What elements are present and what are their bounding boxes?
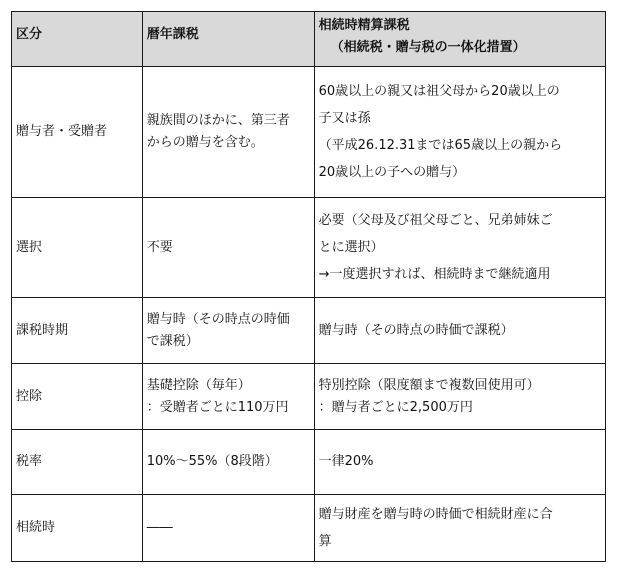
comparison-table <box>11 11 606 562</box>
table-header <box>12 12 606 67</box>
settlement-cell <box>314 364 605 430</box>
settlement-text: とに選択） <box>318 240 384 255</box>
settlement-cell <box>314 430 605 495</box>
table-row <box>12 298 606 364</box>
calendar-cell <box>142 198 314 298</box>
header-settlement-subtitle: （相続税・贈与税の一体化措置） <box>330 40 526 55</box>
header-settlement-title: 相続時精算課税 <box>318 18 410 33</box>
calendar-cell <box>142 364 314 430</box>
calendar-cell <box>142 298 314 364</box>
row-label: 相続時 <box>16 520 56 535</box>
row-label-cell <box>12 67 143 198</box>
settlement-text: 子又は孫 <box>318 111 371 126</box>
row-label: 課税時期 <box>16 322 69 338</box>
row-label-cell <box>12 364 143 430</box>
settlement-text: 贈与財産を贈与時の時価で相続財産に合 <box>318 507 553 522</box>
row-label: 選択 <box>16 239 43 255</box>
settlement-cell <box>314 495 605 562</box>
row-label-cell <box>12 298 143 364</box>
calendar-text: 基礎控除（毎年） <box>146 377 251 393</box>
calendar-text: 贈与時（その時点の時価 <box>146 311 290 327</box>
calendar-text: ―― <box>146 520 173 535</box>
table-row <box>12 198 606 298</box>
row-label-cell <box>12 430 143 495</box>
row-label-cell <box>12 198 143 298</box>
calendar-cell <box>142 495 314 562</box>
table-row <box>12 430 606 495</box>
settlement-text: →一度選択すれば、相続時まで継続適用 <box>318 267 551 282</box>
calendar-cell <box>142 430 314 495</box>
header-row <box>12 12 606 67</box>
settlement-text: （平成26.12.31までは65歳以上の親から <box>318 138 563 153</box>
settlement-cell <box>314 198 605 298</box>
row-label: 税率 <box>16 454 43 469</box>
calendar-text: 親族間のほかに、第三者 <box>146 113 290 128</box>
calendar-text: ：受贈者ごとに110万円 <box>146 399 289 415</box>
header-category-label: 区分 <box>16 27 43 42</box>
row-label-cell <box>12 495 143 562</box>
calendar-text: 10%～55%（8段階） <box>146 454 278 469</box>
row-label: 贈与者・受贈者 <box>16 124 108 139</box>
calendar-text: で課税） <box>146 333 199 349</box>
settlement-text: 一律20% <box>318 454 374 469</box>
header-calendar-year-label: 暦年課税 <box>146 27 199 42</box>
table-row <box>12 364 606 430</box>
settlement-text: 60歳以上の親又は祖父母から20歳以上の <box>318 84 560 99</box>
settlement-text: 特別控除（限度額まで複数回使用可） <box>318 377 540 393</box>
settlement-cell <box>314 67 605 198</box>
settlement-text: 贈与時（その時点の時価で課税） <box>318 322 514 338</box>
header-settlement <box>314 12 605 67</box>
table-row <box>12 67 606 198</box>
settlement-text: ：贈与者ごとに2,500万円 <box>318 399 473 415</box>
header-calendar-year <box>142 12 314 67</box>
calendar-cell <box>142 67 314 198</box>
calendar-text: 不要 <box>146 239 173 255</box>
row-label: 控除 <box>16 388 43 404</box>
settlement-text: 20歳以上の子への贈与） <box>318 165 466 180</box>
settlement-text: 必要（父母及び祖父母ごと、兄弟姉妹ご <box>318 213 553 228</box>
header-category <box>12 12 143 67</box>
settlement-text: 算 <box>318 534 332 549</box>
table-row <box>12 495 606 562</box>
settlement-cell <box>314 298 605 364</box>
calendar-text: からの贈与を含む。 <box>146 135 264 150</box>
